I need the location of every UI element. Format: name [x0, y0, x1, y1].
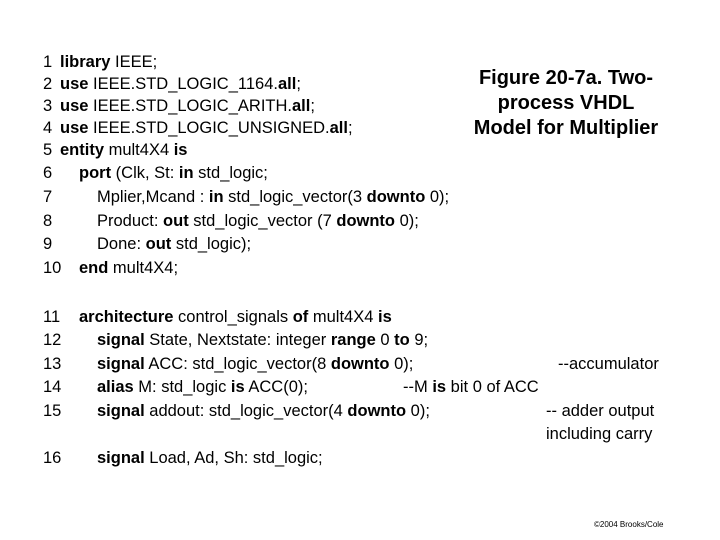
- keyword: in: [178, 164, 194, 182]
- code-fragment: Mplier,Mcand :: [97, 188, 209, 206]
- code-fragment: ACC: std_logic_vector(8: [144, 355, 331, 373]
- code-text: [60, 52, 157, 72]
- line-number: 15: [43, 402, 62, 420]
- keyword: all: [292, 97, 311, 115]
- code-fragment: ;: [296, 75, 301, 93]
- code-text: [60, 118, 353, 138]
- line-number: 6: [43, 164, 53, 182]
- code-fragment: IEEE.STD_LOGIC_1164.: [88, 75, 278, 93]
- keyword: end: [79, 259, 109, 277]
- keyword: is: [173, 141, 188, 159]
- line-number: 11: [43, 308, 61, 326]
- line-number: 14: [43, 378, 62, 396]
- line-number: 1: [43, 53, 53, 71]
- title-line-3: Model for Multiplier: [473, 117, 659, 139]
- copyright-footer: ©2004 Brooks/Cole: [594, 520, 664, 529]
- keyword: all: [329, 119, 348, 137]
- keyword: downto: [347, 402, 407, 420]
- code-fragment: Done:: [97, 235, 146, 253]
- line-number: 9: [43, 235, 53, 253]
- title-line-1: Figure 20-7a. Two-: [478, 67, 654, 89]
- code-fragment: Product:: [97, 212, 164, 230]
- code-text: [60, 96, 315, 116]
- keyword: port: [79, 164, 112, 182]
- code-fragment: mult4X4;: [108, 259, 179, 277]
- comment-fragment: --M: [403, 378, 433, 396]
- keyword: range: [330, 331, 376, 349]
- code-text: [97, 377, 308, 397]
- line-number: 3: [43, 97, 53, 115]
- line-number: 10: [43, 259, 62, 277]
- keyword: downto: [336, 212, 396, 230]
- line-number: 16: [43, 449, 62, 467]
- keyword: to: [394, 331, 410, 349]
- code-text: [97, 211, 419, 231]
- line-number: 12: [43, 331, 62, 349]
- keyword: is: [230, 378, 245, 396]
- code-text: [79, 163, 268, 183]
- code-fragment: 0);: [406, 402, 430, 420]
- keyword: alias: [97, 378, 134, 396]
- code-comment: --accumulator: [558, 355, 659, 373]
- code-fragment: IEEE.STD_LOGIC_UNSIGNED.: [88, 119, 330, 137]
- code-text: [97, 401, 430, 421]
- code-fragment: ;: [347, 119, 353, 137]
- keyword: signal: [97, 402, 145, 420]
- keyword: use: [60, 97, 89, 115]
- keyword: out: [145, 235, 172, 253]
- line-number: 13: [43, 355, 62, 373]
- code-fragment: Load, Ad, Sh: std_logic;: [144, 449, 323, 467]
- code-fragment: control_signals: [173, 308, 293, 326]
- keyword: is: [432, 378, 447, 396]
- keyword: entity: [60, 141, 105, 159]
- code-comment-continuation: including carry: [546, 425, 653, 443]
- code-text: [97, 354, 413, 374]
- code-text: [97, 448, 323, 468]
- line-number: 8: [43, 212, 53, 230]
- code-fragment: 0);: [395, 212, 419, 230]
- code-comment: -- adder output: [546, 402, 655, 420]
- keyword: use: [60, 119, 89, 137]
- keyword: downto: [366, 188, 426, 206]
- code-fragment: mult4X4: [104, 141, 174, 159]
- code-fragment: addout: std_logic_vector(4: [144, 402, 348, 420]
- keyword: signal: [97, 355, 145, 373]
- keyword: architecture: [79, 308, 174, 326]
- code-fragment: std_logic_vector(3: [223, 188, 367, 206]
- comment-fragment: bit 0 of ACC: [446, 378, 539, 396]
- keyword: signal: [97, 331, 145, 349]
- keyword: is: [377, 308, 392, 326]
- code-fragment: 0: [375, 331, 395, 349]
- line-number: 5: [43, 141, 53, 159]
- code-text: [60, 74, 301, 94]
- code-fragment: 0);: [389, 355, 414, 373]
- code-fragment: 9;: [409, 331, 429, 349]
- keyword: downto: [330, 355, 390, 373]
- code-text: [60, 140, 187, 160]
- keyword: in: [208, 188, 224, 206]
- title-line-2: process VHDL: [497, 92, 635, 114]
- code-fragment: M: std_logic: [133, 378, 231, 396]
- keyword: of: [292, 308, 309, 326]
- code-comment: [403, 377, 539, 397]
- line-number: 4: [43, 119, 53, 137]
- code-fragment: ;: [310, 97, 315, 115]
- keyword: signal: [97, 449, 145, 467]
- code-fragment: IEEE.STD_LOGIC_ARITH.: [88, 97, 292, 115]
- code-fragment: std_logic;: [193, 164, 268, 182]
- line-number: 2: [43, 75, 53, 93]
- line-number: 7: [43, 188, 53, 206]
- code-fragment: State, Nextstate: integer: [144, 331, 331, 349]
- keyword: out: [163, 212, 189, 230]
- code-fragment: ACC(0);: [244, 378, 308, 396]
- code-text: [97, 330, 428, 350]
- keyword: use: [60, 75, 89, 93]
- code-fragment: std_logic_vector (7: [188, 212, 337, 230]
- code-fragment: 0);: [425, 188, 450, 206]
- code-text: [97, 234, 251, 254]
- code-text: [97, 187, 449, 207]
- code-fragment: (Clk, St:: [111, 164, 179, 182]
- keyword: all: [277, 75, 297, 93]
- code-text: [79, 258, 178, 278]
- code-fragment: mult4X4: [308, 308, 378, 326]
- code-fragment: std_logic);: [171, 235, 252, 253]
- keyword: library: [60, 53, 111, 71]
- code-fragment: IEEE;: [110, 53, 158, 71]
- code-text: [79, 307, 392, 327]
